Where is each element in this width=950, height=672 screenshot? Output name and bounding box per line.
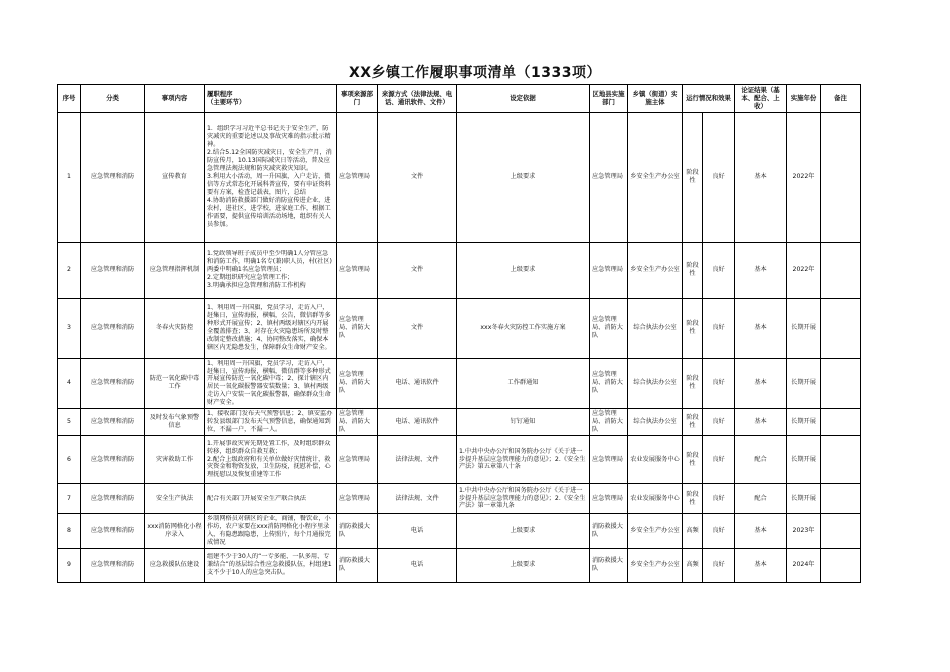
procedure-text: 1．组织学习习近平总书记关于安全生产，防灾减灾的重要论述以及事故灾难的指示批示精神。 2.结合5.12全国防灾减灾日，安全生产月，消防宣传月，10.13国际减灾日等活动，普及应急管理法规法规和防灾减灾救灾知识。 3.利用大小活动，周一升国旗，入户走访，微信等方式常态化开展科普宣传，要有申证资料要有方案，检查记载表，图片，总结 4.协助消防救援部门做好消防宣传进企业，进农村，进社区，进学校，进家庭工作，根据工作需要，提供宣传培训活动场地，组织有关人员参加。 xyxy=(207,125,332,228)
header-basis: 设定依据 xyxy=(457,85,590,113)
row-number: 1 xyxy=(58,112,81,242)
procedure-text: 配合有关部门开展安全生产联合执法 xyxy=(207,494,306,502)
row-source-mode: 电话、通讯软件 xyxy=(378,409,457,436)
table-row xyxy=(58,436,861,484)
row-subject: 综合执法办公室 xyxy=(628,409,683,436)
row-note xyxy=(821,242,861,298)
row-county-dept: 消防救援大队 xyxy=(590,548,628,582)
row-result: 基本 xyxy=(735,409,787,436)
row-item: 应急管理指挥机制 xyxy=(145,242,205,298)
row-category: 应急管理和消防 xyxy=(81,436,145,484)
procedure-text: 1.党政领导班子成员中至少明确1人分管应急和消防工作，明确1名专(兼)职人员，村(社区)两委中明确1名应急管理员； 2.定期组织研究应急管理工作； 3.明确承担应急管理和消防工作机构 xyxy=(207,250,332,289)
row-category: 应急管理和消防 xyxy=(81,548,145,582)
row-result: 配合 xyxy=(735,436,787,484)
row-source-dept: 应急管理局、消防大队 xyxy=(337,358,378,409)
table-row xyxy=(58,242,861,298)
row-stage: 阶段性 xyxy=(683,484,703,514)
header-result: 论证结果（基本、配合、上收） xyxy=(735,85,787,113)
row-effect: 良好 xyxy=(703,112,735,242)
row-note xyxy=(821,298,861,358)
row-effect: 良好 xyxy=(703,436,735,484)
row-item: 宣传教育 xyxy=(145,112,205,242)
row-basis: 上级要求 xyxy=(457,548,590,582)
table-row xyxy=(58,548,861,582)
row-number: 3 xyxy=(58,298,81,358)
row-county-dept: 应急管理局 xyxy=(590,436,628,484)
row-result: 基本 xyxy=(735,298,787,358)
row-number: 6 xyxy=(58,436,81,484)
row-category: 应急管理和消防 xyxy=(81,242,145,298)
table-row xyxy=(58,484,861,514)
row-procedure xyxy=(205,242,337,298)
row-basis: 上级要求 xyxy=(457,242,590,298)
row-subject: 乡安全生产办公室 xyxy=(628,548,683,582)
row-stage: 阶段性 xyxy=(683,298,703,358)
row-effect: 良好 xyxy=(703,242,735,298)
header-item: 事项内容 xyxy=(145,85,205,113)
row-year: 2022年 xyxy=(787,242,821,298)
row-subject: 综合执法办公室 xyxy=(628,358,683,409)
table-row xyxy=(58,409,861,436)
row-note xyxy=(821,112,861,242)
header-procedure: 履职程序 （主要环节） xyxy=(205,85,337,113)
row-stage: 阶段性 xyxy=(683,436,703,484)
row-source-mode: 电话 xyxy=(378,514,457,549)
row-county-dept: 应急管理局、消防大队 xyxy=(590,298,628,358)
header-note: 备注 xyxy=(821,85,861,113)
row-effect: 良好 xyxy=(703,409,735,436)
row-item: 应急救援队伍建设 xyxy=(145,548,205,582)
row-result: 基本 xyxy=(735,514,787,549)
row-category: 应急管理和消防 xyxy=(81,409,145,436)
row-year: 2023年 xyxy=(787,514,821,549)
row-basis: 工作群通知 xyxy=(457,358,590,409)
procedure-text: 1、接收部门发布天气预警信息；2、镇安监办转发县级部门发布天气预警信息，确保通知到位，不漏一户，不漏一人。 xyxy=(207,410,333,434)
row-year: 2024年 xyxy=(787,548,821,582)
row-stage: 阶段性 xyxy=(683,358,703,409)
row-subject: 综合执法办公室 xyxy=(628,298,683,358)
row-subject: 农业发展服务中心 xyxy=(628,436,683,484)
header-county-dept: 区地县实施部门 xyxy=(590,85,628,113)
row-result: 基本 xyxy=(735,112,787,242)
row-county-dept: 应急管理局 xyxy=(590,112,628,242)
procedure-text: 1、利用周一升国旗，党员学习，走访入户，赶集日，宣传海报，横幅，公告，微信群等多种形式开展宣传；2、镇村两级对辖区内开展全覆盖排查；3、对存在火灾隐患场所及时整改制定整改措施；4、协同整改落实，确保本辖区内无隐患发生，保障群众生命财产安全。 xyxy=(207,304,331,351)
row-procedure xyxy=(205,484,337,514)
row-subject: 农业发展服务中心 xyxy=(628,484,683,514)
row-basis: 1.中共中央办公厅和国务院办公厅《关于进一步提升基层应急管理能力的意见》；2.《安全生产法》第一章第九条 xyxy=(457,484,590,514)
row-category: 应急管理和消防 xyxy=(81,358,145,409)
row-number: 4 xyxy=(58,358,81,409)
row-note xyxy=(821,409,861,436)
row-effect: 良好 xyxy=(703,358,735,409)
row-number: 2 xyxy=(58,242,81,298)
row-year: 长期开展 xyxy=(787,358,821,409)
row-effect: 良好 xyxy=(703,514,735,549)
row-procedure xyxy=(205,548,337,582)
row-source-mode: 文件 xyxy=(378,298,457,358)
procedure-text: 1、利用周一升国旗，党员学习，走访入户，赶集日，宣传海报，横幅，微信群等多种形式开展宣传防范一氧化碳中毒；2、探计辖区内居民一氧化碳报警器安装数量；3、镇村两级走访入户安装一氧化碳报警器，确保群众生命财产安全。 xyxy=(207,359,331,407)
row-subject: 乡安全生产办公室 xyxy=(628,242,683,298)
row-county-dept: 应急管理局、消防大队 xyxy=(590,409,628,436)
row-source-mode: 法律法规、文件 xyxy=(378,436,457,484)
row-item: xxx消防网格化小程序录入 xyxy=(145,514,205,549)
row-procedure xyxy=(205,514,337,549)
row-source-mode: 文件 xyxy=(378,242,457,298)
row-year: 长期开展 xyxy=(787,298,821,358)
row-effect: 良好 xyxy=(703,298,735,358)
row-result: 配合 xyxy=(735,484,787,514)
row-number: 9 xyxy=(58,548,81,582)
row-county-dept: 应急管理局 xyxy=(590,242,628,298)
row-county-dept: 应急管理局 xyxy=(590,484,628,514)
row-stage: 高频 xyxy=(683,548,703,582)
row-stage: 阶段性 xyxy=(683,112,703,242)
row-number: 7 xyxy=(58,484,81,514)
row-procedure xyxy=(205,112,337,242)
header-operation: 运行情况和效果 xyxy=(683,85,735,113)
header-subject: 乡镇（街道）实施主体 xyxy=(628,85,683,113)
header-category: 分类 xyxy=(81,85,145,113)
row-category: 应急管理和消防 xyxy=(81,298,145,358)
table-row xyxy=(58,298,861,358)
row-item: 冬春火灾防控 xyxy=(145,298,205,358)
row-source-dept: 消防救援大队 xyxy=(337,548,378,582)
row-category: 应急管理和消防 xyxy=(81,514,145,549)
row-procedure xyxy=(205,298,337,358)
page-title: XX乡镇工作履职事项清单（1333项） xyxy=(348,65,602,81)
row-stage: 高频 xyxy=(683,514,703,549)
row-source-dept: 应急管理局 xyxy=(337,112,378,242)
duty-list-table xyxy=(57,84,861,583)
header-no: 序号 xyxy=(58,85,81,113)
row-basis: xxx冬春火灾防控工作实施方案 xyxy=(457,298,590,358)
row-basis: 钉钉通知 xyxy=(457,409,590,436)
row-source-dept: 应急管理局 xyxy=(337,436,378,484)
row-source-dept: 应急管理局、消防大队 xyxy=(337,409,378,436)
row-item: 灾害救助工作 xyxy=(145,436,205,484)
row-county-dept: 应急管理局、消防大队 xyxy=(590,358,628,409)
row-source-mode: 电话、通讯软件 xyxy=(378,358,457,409)
table-row xyxy=(58,112,861,242)
row-basis: 上级要求 xyxy=(457,514,590,549)
row-source-mode: 电话 xyxy=(378,548,457,582)
row-effect: 良好 xyxy=(703,484,735,514)
row-subject: 乡安全生产办公室 xyxy=(628,112,683,242)
row-procedure xyxy=(205,436,337,484)
row-item: 及时发布气象预警信息 xyxy=(145,409,205,436)
procedure-text: 乡制网格员对辖区的企业，商铺，餐饮业，小作坊，农户家要在xxx消防网格化小程序里录入，有隐患跟隐患，上传照片，每个月通报完成情况 xyxy=(207,515,331,546)
row-source-dept: 应急管理局 xyxy=(337,242,378,298)
row-year: 长期开展 xyxy=(787,436,821,484)
row-stage: 阶段性 xyxy=(683,409,703,436)
header-source-mode: 来源方式（法律法规、电话、通讯软件、文件） xyxy=(378,85,457,113)
row-year: 长期开展 xyxy=(787,409,821,436)
row-category: 应急管理和消防 xyxy=(81,112,145,242)
row-number: 5 xyxy=(58,409,81,436)
row-county-dept: 消防救援大队 xyxy=(590,514,628,549)
row-note xyxy=(821,514,861,549)
row-basis: 1.中共中央办公厅和国务院办公厅《关于进一步提升基层应急管理能力的意见》；2.《安全生产法》第五章第八十条 xyxy=(457,436,590,484)
row-note xyxy=(821,436,861,484)
row-result: 基本 xyxy=(735,548,787,582)
row-procedure xyxy=(205,358,337,409)
row-procedure xyxy=(205,409,337,436)
row-item: 安全生产执法 xyxy=(145,484,205,514)
row-stage: 阶段性 xyxy=(683,242,703,298)
procedure-text: 1.开展事故灾害先期处置工作，及时组织群众转移，组织群众自救互救； 2.配合上级政府和有关单位做好灾情统计，救灾资金和物资发放，卫生防疫，抚慰补偿，心理抚慰以及恢复重建等工作 xyxy=(207,439,331,479)
row-item: 防范一氧化碳中毒工作 xyxy=(145,358,205,409)
row-source-dept: 应急管理局 xyxy=(337,484,378,514)
row-note xyxy=(821,358,861,409)
header-row xyxy=(58,85,861,113)
row-note xyxy=(821,484,861,514)
table-row xyxy=(58,514,861,549)
row-year: 2022年 xyxy=(787,112,821,242)
row-category: 应急管理和消防 xyxy=(81,484,145,514)
row-note xyxy=(821,548,861,582)
header-source-dept: 事项来源部门 xyxy=(337,85,378,113)
row-basis: 上级要求 xyxy=(457,112,590,242)
row-subject: 乡安全生产办公室 xyxy=(628,514,683,549)
row-number: 8 xyxy=(58,514,81,549)
table-row xyxy=(58,358,861,409)
row-source-mode: 文件 xyxy=(378,112,457,242)
row-result: 基本 xyxy=(735,242,787,298)
row-effect: 良好 xyxy=(703,548,735,582)
row-source-mode: 法律法规、文件 xyxy=(378,484,457,514)
row-year: 长期开展 xyxy=(787,484,821,514)
row-source-dept: 消防救援大队 xyxy=(337,514,378,549)
header-year: 实施年份 xyxy=(787,85,821,113)
row-result: 基本 xyxy=(735,358,787,409)
procedure-text: 组建不少于30人的“一专多能、一队多用、专兼结合”的基层综合性应急救援队伍，村组建1支不少于10人的应急突击队。 xyxy=(207,553,332,577)
row-source-dept: 应急管理局、消防大队 xyxy=(337,298,378,358)
